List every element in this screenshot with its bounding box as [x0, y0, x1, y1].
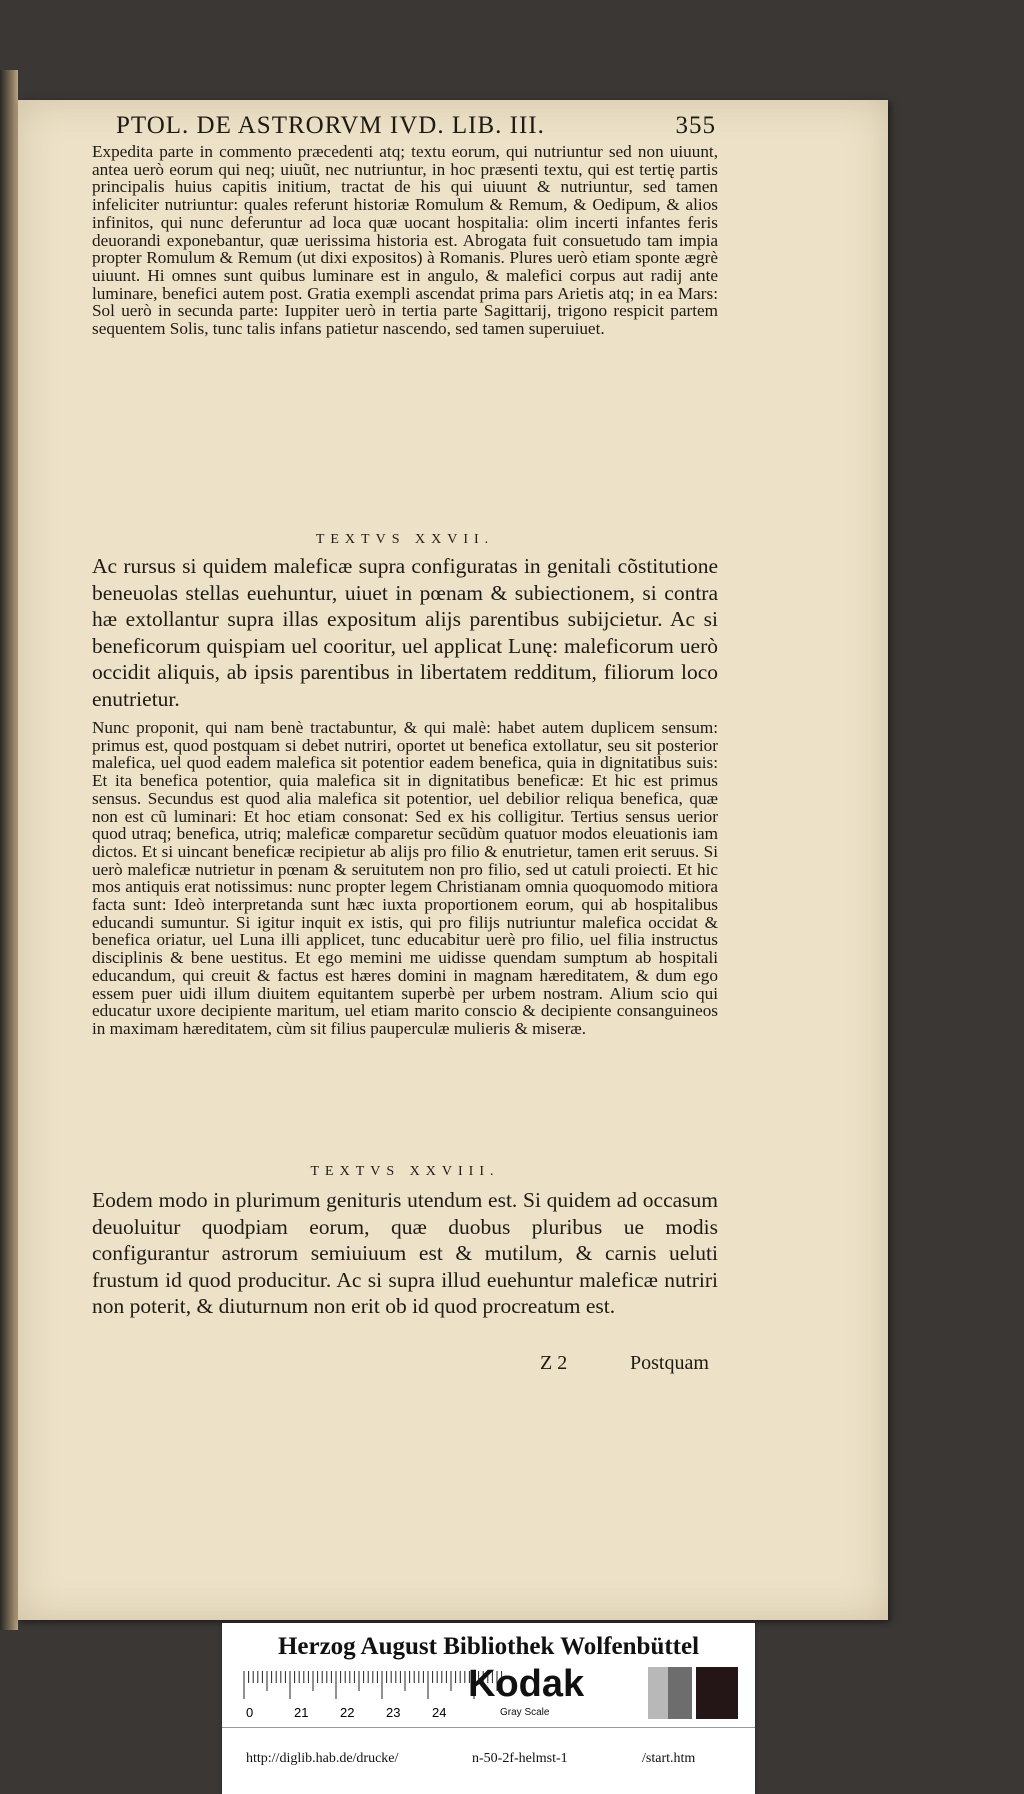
commentary-paragraph-1: Expedita parte in commento præcedenti atq; textu eorum, qui nutriuntur sed non uiuunt, antea uerò eorum qui neq; uiuũt, nec nutriuntur, in hoc præsenti textu, qui est tertię partis principalis huius capitis initium, tractat de his qui uiuunt & nutriuntur, sed tamen infeliciter nutriuntur: quales referunt historiæ Romulum & Remum, & Oedipum, & alios infinitos, qui nunc deferuntur ad loca quæ uocant hospitalia: olim incerti infantes feris deuorandi exponebantur, quæ uerissima historia est. Abrogata fuit consuetudo tam impia propter Romulum & Remum (ut dixi expositos) à Romanis. Plures uerò etiam sponte ægrè uiuunt. Hi omnes sunt quibus luminare est in angulo, & malefici corpus aut radij ante luminare, benefici autem post. Gratia exempli ascendat prima pars Arietis atq; in ea Mars: Sol uerò in secunda parte: Iuppiter uerò in tertia parte Sagittarij, trigono respicit partem sequentem Solis, tunc talis infans patietur nascendo, sed tamen superuiuet. — [92, 142, 718, 339]
catchword: Postquam — [630, 1352, 709, 1374]
verse-paragraph-27: Ac rursus si quidem maleficæ supra configuratas in genitali cõstitutione beneuolas stellas euehuntur, uiuet in pœnam & subiectionem, si contra hæ extollantur supra illas expositum alijs parentibus subijcietur. Ac si beneficorum quispiam uel cooritur, uel applicat Lunę: maleficorum uerò occidit aliquis, ab ipsis parentibus in libertatem redditum, filiorum loco enutrietur. — [92, 554, 718, 711]
page-number: 355 — [675, 112, 716, 139]
verse-paragraph-28: Eodem modo in plurimum genituris utendum est. Si quidem ad occasum deuoluitur quodpiam eorum, quæ duobus pluribus ue modis configurantur astrorum semiuiuum est & mutilum, & carnis ueluti frustum id quod producitur. Ac si supra illud euehuntur maleficæ nutriri non poterit, & diuturnum non erit ob id quod procreatum est. — [92, 1188, 718, 1318]
library-name: Herzog August Bibliothek Wolfenbüttel — [277, 1633, 700, 1660]
url-right: /start.htm — [642, 1751, 696, 1766]
scale-number: 24 — [432, 1705, 447, 1720]
scale-number: 21 — [294, 1705, 309, 1720]
gray-swatch-dark — [696, 1667, 738, 1719]
commentary-paragraph-2: Nunc proponit, qui nam benè tractabuntur, & qui malè: habet autem duplicem sensum: primus est, quod postquam si debet nutriri, oportet ut benefica extollatur, seu sit posterior malefica, uel quod eadem malefica sit potentior eadem benefica, quia in dignitatibus suis: Et ita benefica potentior, quia malefica sit in dignitatibus beneficæ: Et hic est primus sensus. Secundus est quod alia malefica sit potentior, uel debilior reliqua benefica, quæ non est cũ luminari: Et hoc etiam consonat: Sed ex his colligitur. Tertius sensus uerior quod utraq; benefica, utriq; maleficæ comparetur secũdùm quatuor modos eleuationis iam dictos. Et si uincant beneficæ recipietur ab alijs pro filio & enutrietur, tamen erit seruus. Si uerò maleficæ nutrietur in pœnam & seruitutem non pro filio, sed ut catuli proiecti. Et hic mos antiquis erat notissimus: nunc propter legem Christianam omnia quoquomodo mitiora facta sunt: Ideò interpretanda sunt hæc iuxta proportionem eorum, qui ab hospitalibus educandi sumuntur. Si igitur inquit ex istis, qui pro filijs nutriuntur malefica occidat & benefica oriatur, uel Luna illi applicet, tunc educabitur uerè pro filio, uel filia instructus disciplinis & bene uestitus. Et ego memini me uidisse quendam sumptum ab hospitali educandum, qui creuit & factus est hæres domini in magnam hæreditatem, & dum ego essem puer uidi illum diuitem equitantem superbè per urbem nostram. Alium scio qui educatur uxore decipiente maritum, uel etiam marito conscio & decipiente consanguineos in maximam hæreditatem, cùm sit filius pauperculæ mulieris & miseræ. — [92, 718, 718, 1038]
library-scan-label — [222, 1623, 755, 1794]
kodak-logo: Kodak — [468, 1663, 585, 1705]
scale-number: 22 — [340, 1705, 355, 1720]
scale-number: 23 — [386, 1705, 401, 1720]
url-left: http://diglib.hab.de/drucke/ — [246, 1751, 399, 1766]
running-title: PTOL. DE ASTRORVM IVD. LIB. III. — [116, 112, 545, 139]
gray-scale-caption: Gray Scale — [500, 1707, 550, 1718]
label-divider — [222, 1727, 755, 1728]
book-spine-edge — [0, 70, 18, 1630]
section-heading-textus-28: TEXTVS XXVIII. — [310, 1164, 500, 1179]
signature-mark: Z 2 — [540, 1352, 568, 1374]
url-middle: n-50-2f-helmst-1 — [472, 1751, 568, 1766]
scale-number: 0 — [246, 1705, 254, 1720]
section-heading-textus-27: TEXTVS XXVII. — [315, 532, 495, 547]
gray-swatch-light — [648, 1667, 668, 1719]
running-header — [116, 112, 716, 140]
gray-swatch-mid — [668, 1667, 692, 1719]
